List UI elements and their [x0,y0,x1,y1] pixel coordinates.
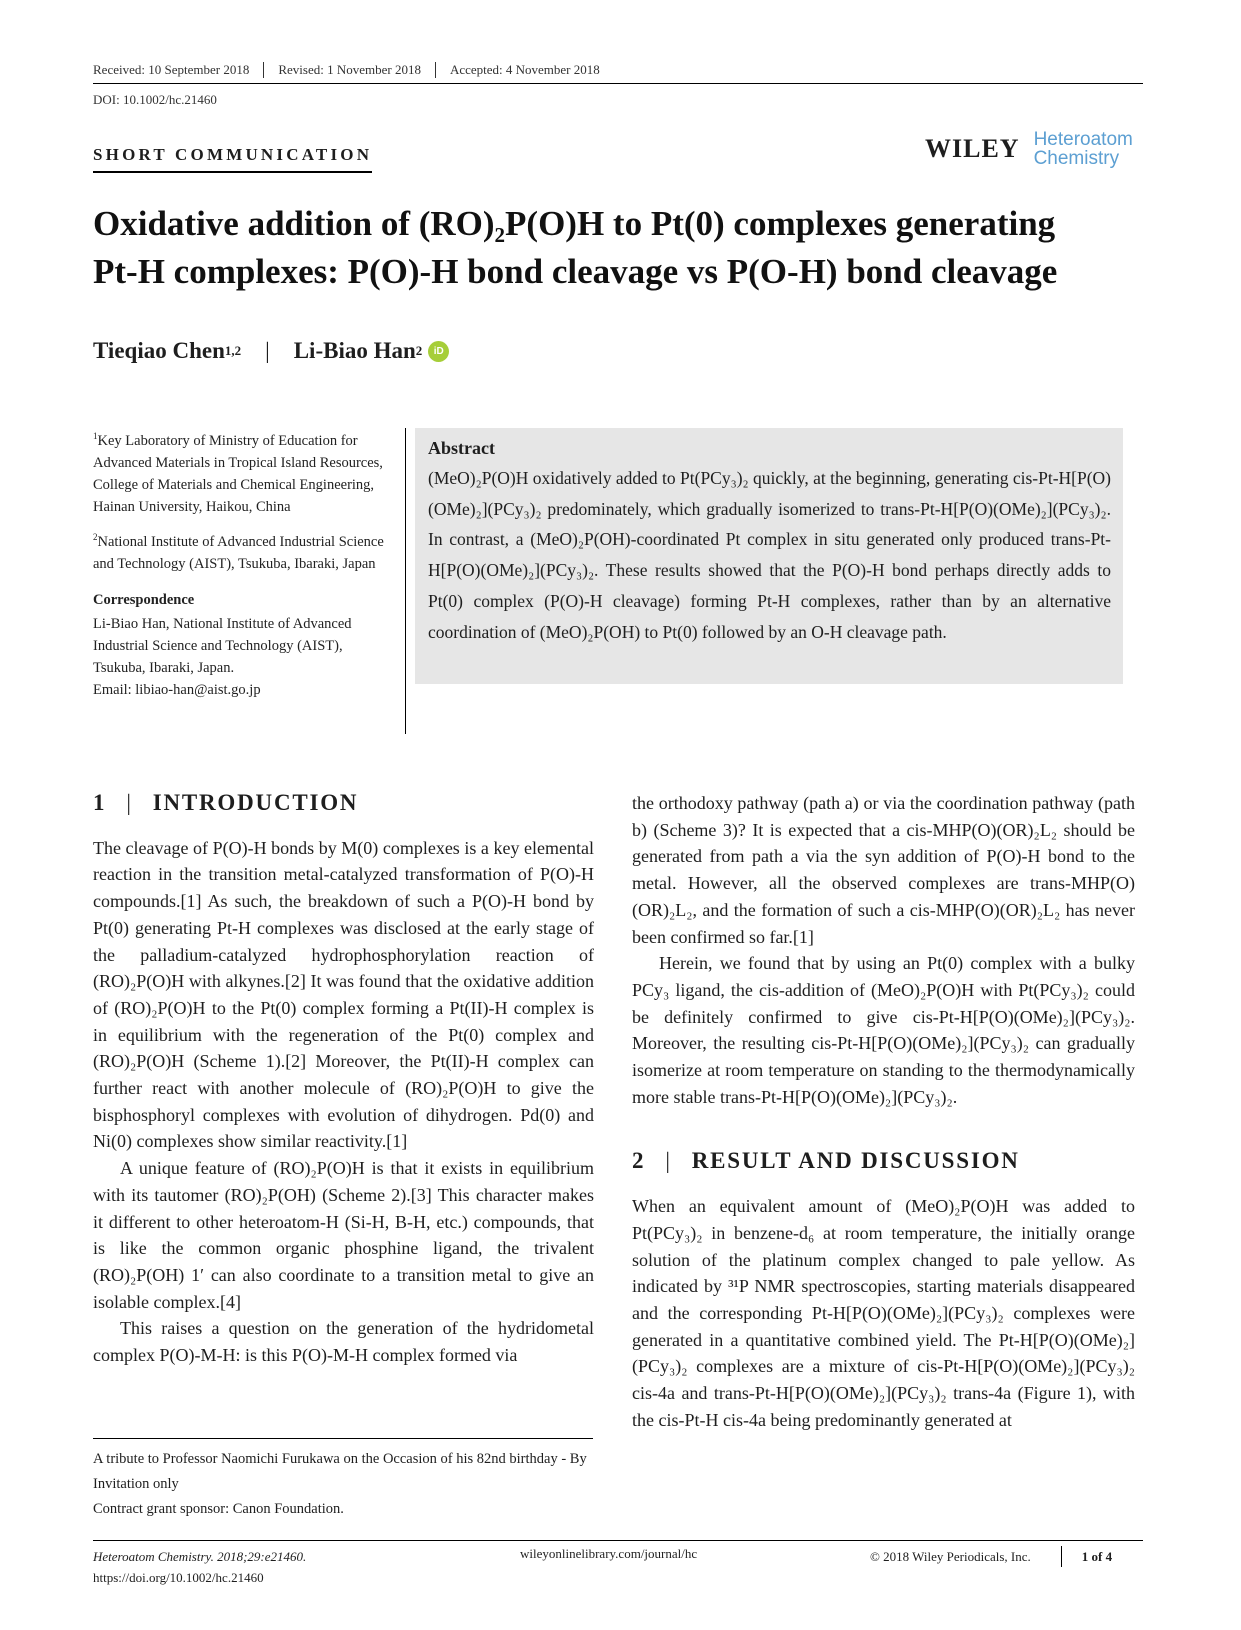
footnote-sponsor: Contract grant sponsor: Canon Foundation. [93,1501,344,1517]
correspondence-email[interactable]: Email: libiao-han@aist.go.jp [93,681,261,698]
body-column-2 [632,790,1135,1433]
affiliation-1: $^1$Key Laboratory of Ministry of Education for Advanced Materials in Tropical Island Resources, College of Materials and Chemical Engineering, Hainan University, Haikou, China [93,431,383,515]
revised-date: Revised: 1 November 2018 [278,62,436,78]
accepted-date: Accepted: 4 November 2018 [449,62,600,77]
col2-paragraph-2: Herein, we found that by using an Pt(0) complex with a bulky PCy₃ ligand, the cis-addition of (MeO)₂P(O)H with Pt(PCy₃)₂ could be definitely confirmed to give cis-Pt-H[P(O)(OMe)₂](PCy₃)₂. Moreover, the resulting cis-Pt-H[P(O)(OMe)₂](PCy₃)₂ can gradually isomerize at room temperature on standing to the thermodynamically more stable trans-Pt-H[P(O)(OMe)₂](PCy₃)₂. [632,953,1135,1107]
intro-paragraph-2: A unique feature of (RO)₂P(O)H is that it exists in equilibrium with its tautomer (RO)₂P(OH) (Scheme 2).[3] This character makes it different to other heteroatom-H (Si-H, B-H, etc.) compounds, that is like the common organic phosphine ligand, the trivalent (RO)₂P(OH) 1′ can also coordinate to a transition metal to give an isolable complex.[4] [93,1158,594,1312]
journal-logo [1034,130,1133,168]
publication-dates [93,62,628,78]
doi-link[interactable]: https://doi.org/10.1002/hc.21460 [93,1570,264,1585]
correspondence-text: Li-Biao Han, National Institute of Advanced Industrial Science and Technology (AIST), Tsukuba, Ibaraki, Japan. Email: libiao-han@aist.go.jp [93,615,352,698]
orcid-icon[interactable]: iD [428,341,449,362]
copyright: © 2018 Wiley Periodicals, Inc. [870,1548,1031,1564]
section-heading-results: 2 | RESULT AND DISCUSSION [632,1148,1020,1174]
publisher-logo: WILEY [925,134,1020,163]
author-affiliation-mark: 1,2 [224,343,242,358]
footer-citation [93,1546,306,1588]
footer-right [870,1546,1112,1567]
page-number: 1 of 4 [1061,1546,1112,1567]
journal-name-line2: Chemistry [1033,148,1120,169]
affiliation-2: $^2$National Institute of Advanced Industrial Science and Technology (AIST), Tsukuba, Ibaraki, Japan [93,531,384,572]
intro-paragraph-3: This raises a question on the generation of the hydridometal complex P(O)-M-H: is this P(O)-M-H complex formed via [93,1318,594,1366]
abstract-box [415,428,1123,684]
intro-paragraph-1: The cleavage of P(O)-H bonds by M(0) complexes is a key elemental reaction in the transition metal-catalyzed transformation of P(O)-H compounds.[1] As such, the breakdown of such a P(O)-H bond by Pt(0) generating Pt-H complexes was disclosed at the early stage of the palladium-catalyzed hydrophosphorylation reaction of (RO)₂P(O)H with alkynes.[2] It was found that the oxidative addition of (RO)₂P(O)H to the Pt(0) complex forming a Pt(II)-H complex is in equilibrium with the regeneration of the Pt(0) complex and (RO)₂P(O)H (Scheme 1).[2] Moreover, the Pt(II)-H complex can further react with another molecule of (RO)₂P(O)H to give the bisphosphoryl complexes with evolution of dihydrogen. Pd(0) and Ni(0) complexes show similar reactivity.[1] [93,837,594,1152]
section-heading-introduction: 1 | INTRODUCTION [93,790,359,815]
column-divider [405,428,406,734]
header-rule [93,83,1143,84]
body-column-1 [93,790,594,1369]
author-separator: | [265,338,270,363]
author-list [93,338,449,364]
title-line-1: Oxidative addition of (RO)₂P(O)H to Pt(0) complexes generating [93,204,1056,243]
correspondence-heading: Correspondence [93,591,195,608]
section-label: SHORT COMMUNICATION [93,145,372,173]
author-name: Li-Biao Han [293,338,416,363]
footnote-rule [93,1438,593,1439]
results-paragraph-1: When an equivalent amount of (MeO)₂P(O)H was added to Pt(PCy₃)₂ in benzene-d₆ at room temperature, the initially orange solution of the platinum complex changed to pale yellow. As indicated by ³¹P NMR spectroscopies, starting materials disappeared and the corresponding Pt-H[P(O)(OMe)₂](PCy₃)₂ complexes were generated in a quantitative combined yield. The Pt-H[P(O)(OMe)₂](PCy₃)₂ complexes are a mixture of cis-Pt-H[P(O)(OMe)₂](PCy₃)₂ cis-4a and trans-Pt-H[P(O)(OMe)₂](PCy₃)₂ trans-4a (Figure 1), with the cis-Pt-H cis-4a being predominantly generated at [632,1196,1135,1430]
journal-website-link[interactable]: wileyonlinelibrary.com/journal/hc [520,1546,698,1561]
journal-name-line1: Heteroatom [1033,129,1133,150]
journal-brand [925,130,1133,168]
footer-rule [93,1540,1143,1541]
abstract-text: (MeO)₂P(O)H oxidatively added to Pt(PCy₃)₂ quickly, at the beginning, generating cis-Pt-H[P(O)(OMe)₂](PCy₃)₂ predominately, which gradually isomerized to trans-Pt-H[P(O)(OMe)₂](PCy₃)₂. In contrast, a (MeO)₂P(OH)-coordinated Pt complex in situ generated only produced trans-Pt-H[P(O)(OMe)₂](PCy₃)₂. These results showed that the P(O)-H bond perhaps directly adds to Pt(0) complex (P(O)-H cleavage) forming Pt-H complexes, rather than by an alternative coordination of (MeO)₂P(OH) to Pt(0) followed by an O-H cleavage path. [428,468,1112,642]
footnotes [93,1447,593,1522]
doi: DOI: 10.1002/hc.21460 [93,92,217,107]
abstract-heading: Abstract [428,438,495,458]
affiliations-column [93,425,393,709]
received-date: Received: 10 September 2018 [93,62,264,78]
col2-paragraph-1: the orthodoxy pathway (path a) or via the coordination pathway (path b) (Scheme 3)? It is expected that a cis-MHP(O)(OR)₂L₂ should be generated from path a via the syn addition of P(O)-H bond to the metal. However, all the observed complexes are trans-MHP(O)(OR)₂L₂, and the formation of such a cis-MHP(O)(OR)₂L₂ has never been confirmed so far.[1] [632,793,1135,947]
author-affiliation-mark: 2 [415,343,423,358]
author-name: Tieqiao Chen [93,338,225,363]
citation-text: Heteroatom Chemistry. 2018;29:e21460. [93,1549,307,1564]
title-line-2: Pt-H complexes: P(O)-H bond cleavage vs P(O-H) bond cleavage [93,252,1058,291]
article-title [93,200,1153,296]
footnote-tribute: A tribute to Professor Naomichi Furukawa on the Occasion of his 82nd birthday - By Invitation only [93,1451,587,1492]
